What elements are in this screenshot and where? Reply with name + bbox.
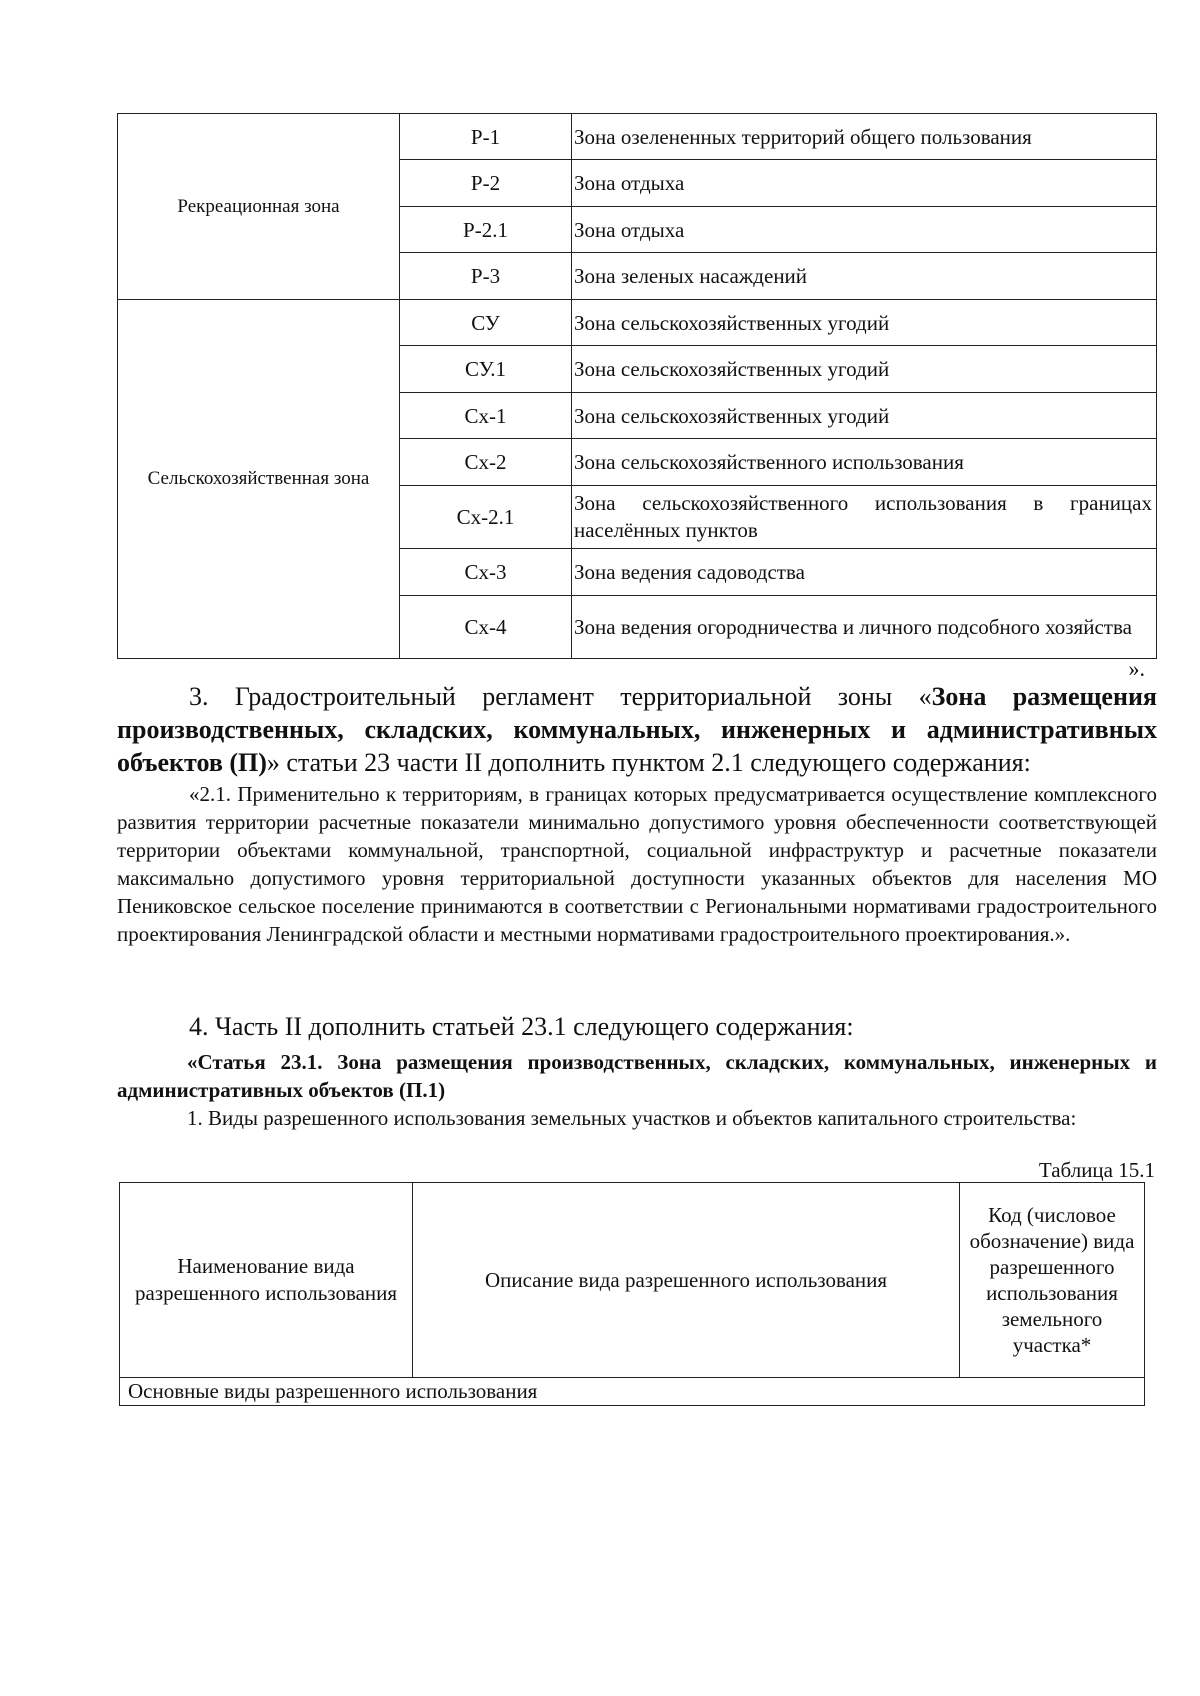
zone-group-agricultural: Сельскохозяйственная зона (118, 300, 400, 659)
paragraph-3 (117, 680, 1157, 779)
zone-description: Зона ведения садоводства (572, 549, 1157, 596)
header-use-description: Описание вида разрешенного использования (413, 1183, 960, 1378)
zone-description: Зона сельскохозяйственного использования в границах населённых пунктов (572, 486, 1157, 549)
closing-quote: ». (1128, 656, 1145, 681)
table-row (118, 300, 1157, 346)
zone-code: Сх-4 (400, 596, 572, 659)
table-header-row (120, 1183, 1145, 1378)
article-title-text: «Статья 23.1. Зона размещения производственных, складских, коммунальных, инженерных и административных объектов (П.1) (117, 1050, 1157, 1102)
zone-description: Зона сельскохозяйственных угодий (572, 393, 1157, 439)
table-caption: Таблица 15.1 (1038, 1158, 1155, 1182)
zone-description: Зона зеленых насаждений (572, 253, 1157, 300)
header-use-code: Код (числовое обозначение) вида разрешенного использования земельного участка* (960, 1183, 1145, 1378)
table-row (120, 1378, 1145, 1406)
zone-code: Р-1 (400, 114, 572, 160)
zone-group-recreation: Рекреационная зона (118, 114, 400, 300)
paragraph-3-zone-name: Зона размещения производственных, складских, коммунальных, инженерных и административных объектов (П) (117, 682, 1157, 777)
zones-table (117, 113, 1157, 659)
zone-code: Сх-3 (400, 549, 572, 596)
paragraph-3-tail: » статьи 23 части II дополнить пунктом 2.1 следующего содержания: (266, 748, 1031, 777)
zone-description: Зона ведения огородничества и личного подсобного хозяйства (572, 596, 1157, 659)
zone-code: СУ (400, 300, 572, 346)
zone-code: Сх-2 (400, 439, 572, 486)
item-1: 1. Виды разрешенного использования земельных участков и объектов капитального строительства: (187, 1106, 1077, 1130)
use-types-table (119, 1182, 1145, 1406)
zone-code: Р-2.1 (400, 207, 572, 253)
zone-code: Р-3 (400, 253, 572, 300)
article-title (117, 1048, 1157, 1104)
zone-code: Сх-2.1 (400, 486, 572, 549)
paragraph-4: 4. Часть II дополнить статьей 23.1 следующего содержания: (189, 1012, 854, 1041)
zone-description: Зона озелененных территорий общего пользования (572, 114, 1157, 160)
paragraph-3-quote: «2.1. Применительно к территориям, в границах которых предусматривается осуществление комплексного развития территории расчетные показатели минимально допустимого уровня обеспеченности соответствующей территории объектами коммунальной, транспортной, социальной инфраструктур и расчетные показатели максимально допустимого уровня территориальной доступности указанных объектов для населения МО Пениковское сельское поселение принимаются в соответствии с Региональными нормативами градостроительного проектирования Ленинградской области и местными нормативами градостроительного проектирования.». (117, 782, 1157, 946)
zone-description: Зона отдыха (572, 207, 1157, 253)
zone-description: Зона отдыха (572, 160, 1157, 207)
zone-description: Зона сельскохозяйственного использования (572, 439, 1157, 486)
zone-description: Зона сельскохозяйственных угодий (572, 346, 1157, 393)
table-row (118, 114, 1157, 160)
zone-code: Сх-1 (400, 393, 572, 439)
header-use-name: Наименование вида разрешенного использования (120, 1183, 413, 1378)
zone-code: Р-2 (400, 160, 572, 207)
zone-description: Зона сельскохозяйственных угодий (572, 300, 1157, 346)
section-main-uses: Основные виды разрешенного использования (120, 1378, 1145, 1406)
zone-code: СУ.1 (400, 346, 572, 393)
paragraph-3-lead: 3. Градостроительный регламент территориальной зоны « (189, 682, 932, 711)
